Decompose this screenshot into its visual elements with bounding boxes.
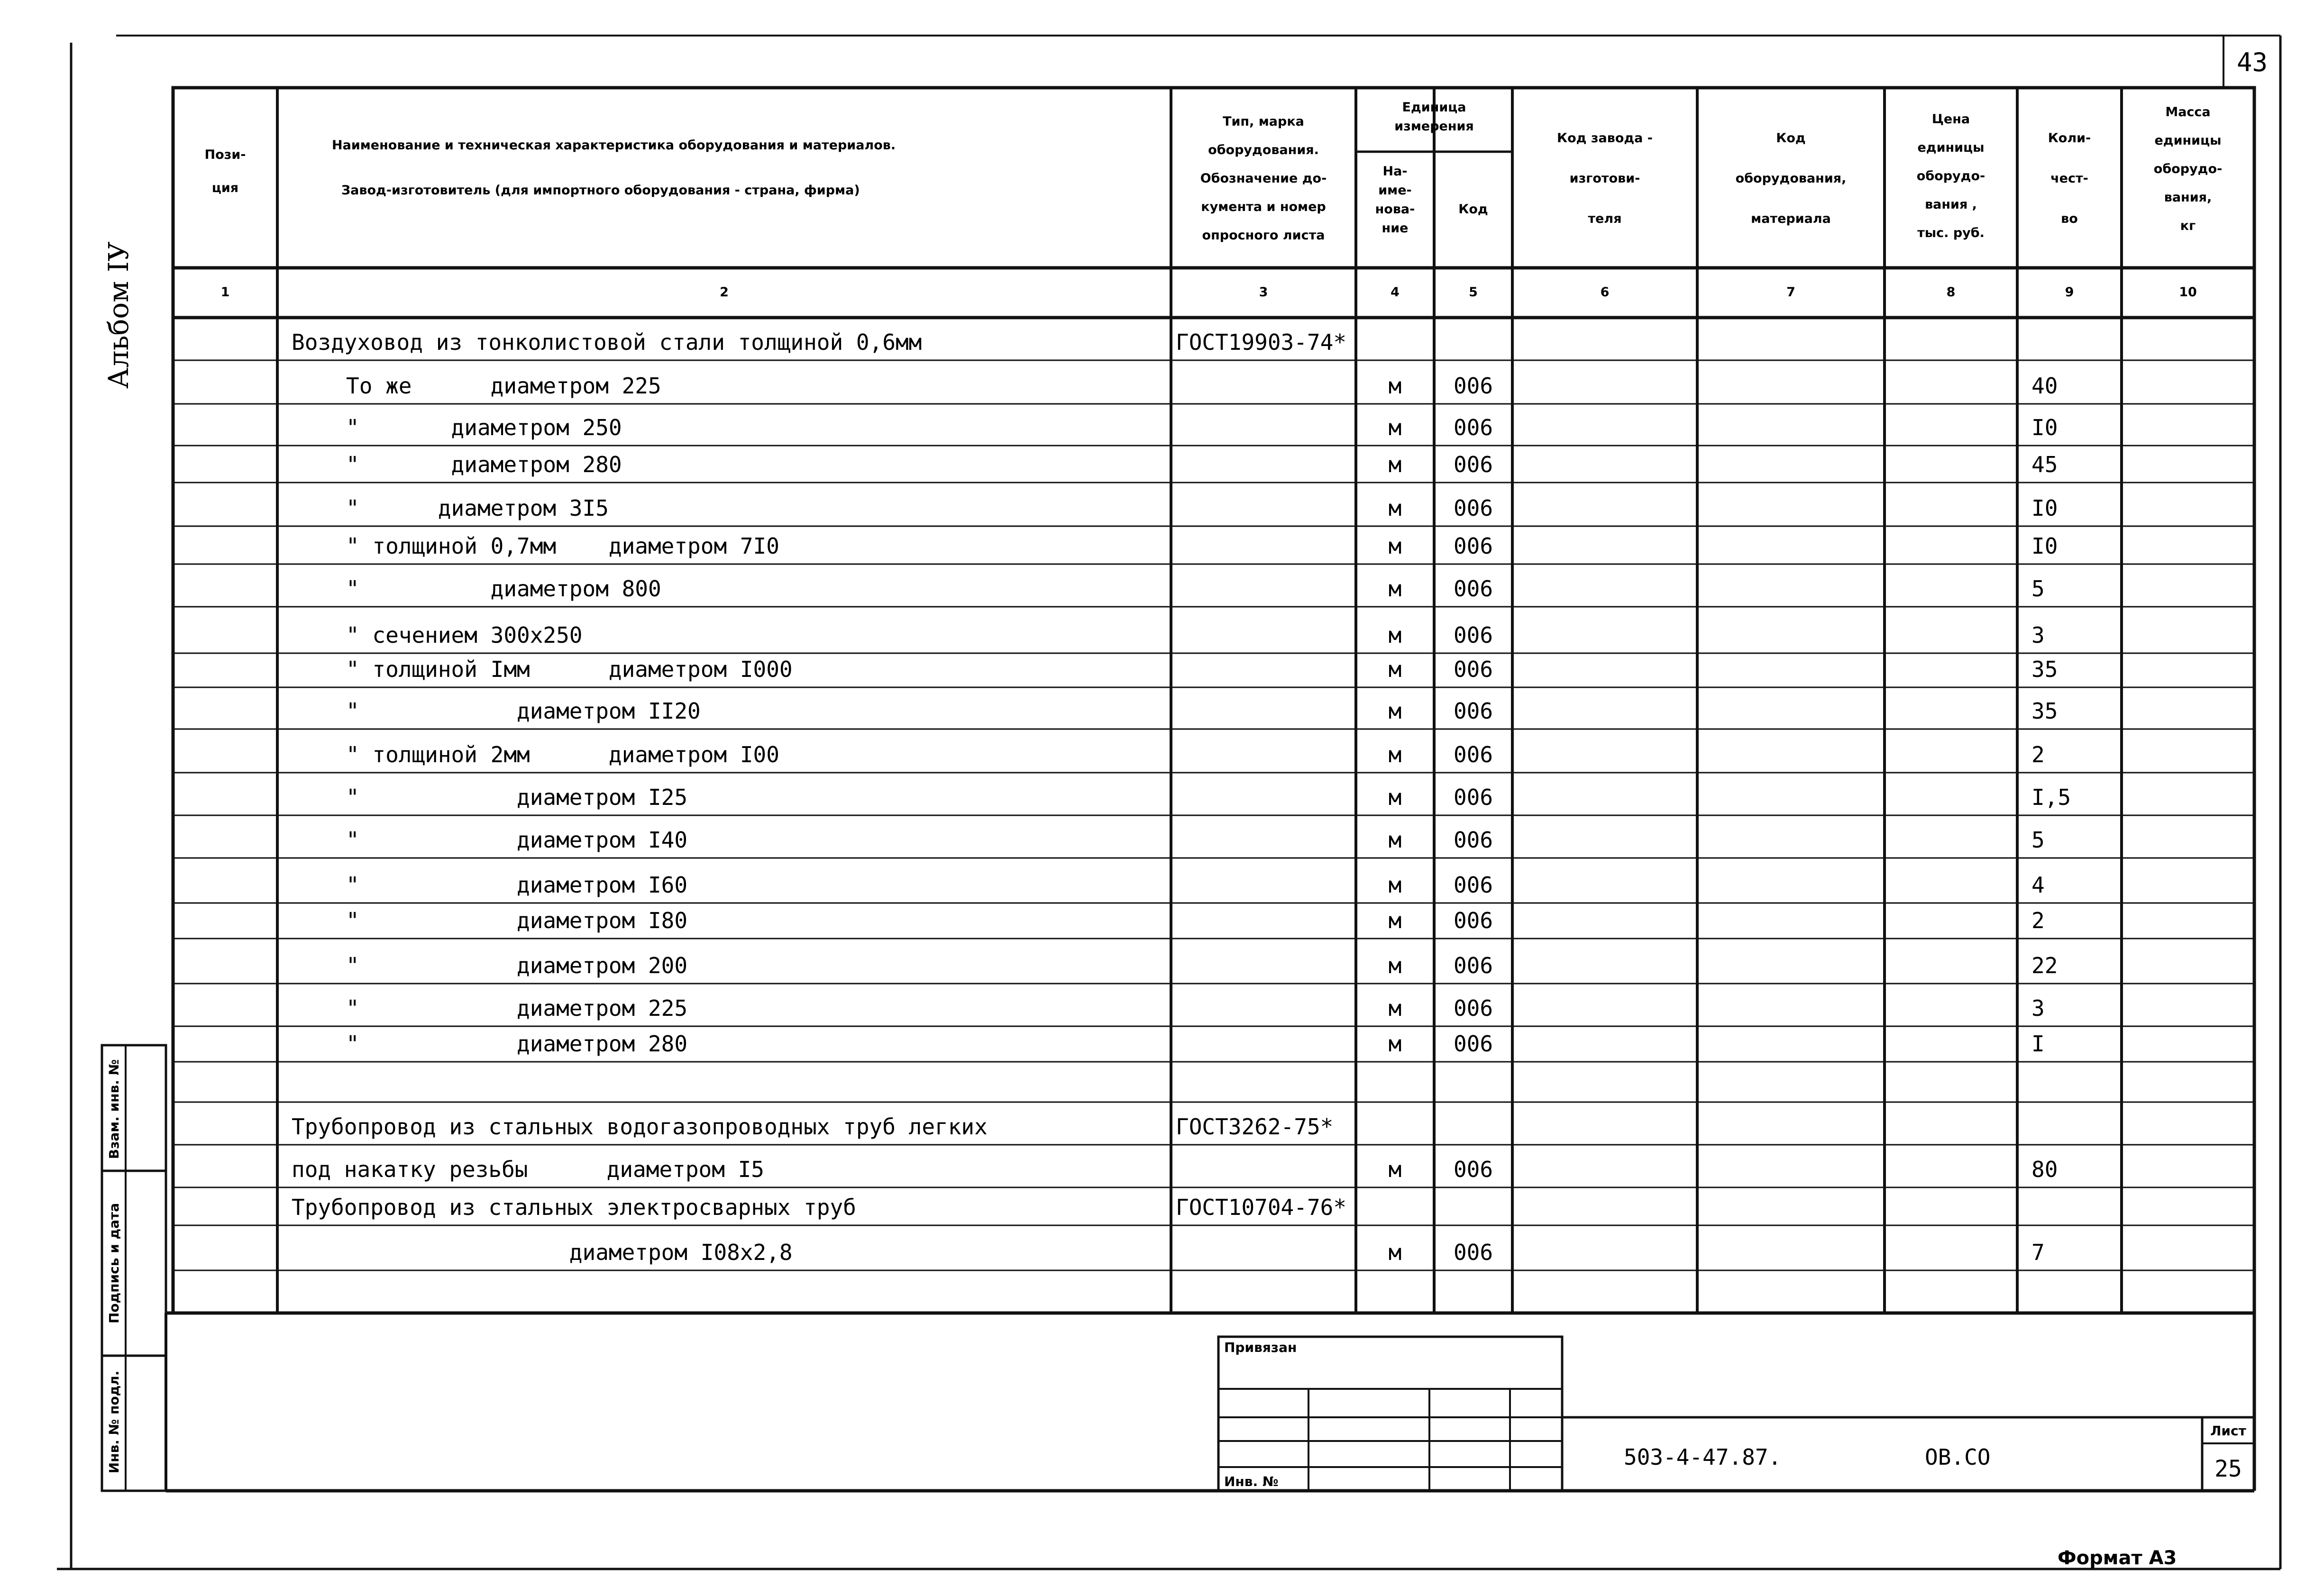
item-name: " толщиной 0,7мм диаметром 7I0 [346,533,779,559]
header-unit-group: измерения [1394,119,1474,134]
item-name: " диаметром I80 [346,908,688,933]
item-unit: м [1388,742,1402,767]
side-stamp [102,1045,166,1491]
table-row [292,1195,1346,1220]
item-unit-code: 006 [1453,1031,1493,1057]
item-quantity: 2 [2031,908,2045,933]
header-unit-name: име- [1378,183,1412,198]
item-quantity: 40 [2031,373,2058,399]
header-material-code: оборудования, [1735,171,1847,186]
header-unit-name: На- [1382,164,1408,179]
table-row [346,784,2071,810]
table-row [346,415,2058,440]
header-factory-code: Код завода - [1557,131,1653,146]
header-mass: оборудо- [2153,162,2223,176]
original-inventory-field: Инв. № подл. [106,1370,122,1474]
item-unit-code: 006 [1453,742,1493,767]
item-name: " диаметром 250 [346,415,622,440]
column-number: 8 [1946,285,1956,300]
header-price: Цена [1931,112,1970,127]
item-name: Трубопровод из стальных водогазопроводных труб легких [292,1114,988,1140]
header-position: Пози- [204,147,246,162]
item-unit-code: 006 [1453,622,1493,648]
header-unit-name: ние [1382,221,1409,236]
document-suffix: ОВ.СО [1925,1444,1991,1470]
item-unit: м [1388,1031,1402,1057]
item-unit: м [1388,1157,1402,1182]
item-unit-code: 006 [1453,657,1493,682]
item-quantity: 35 [2031,657,2058,682]
item-name: То же диаметром 225 [346,373,661,399]
title-block [1218,1337,2254,1491]
item-quantity: 5 [2031,576,2045,602]
tied-label: Привязан [1224,1340,1297,1355]
document-code: 503-4-47.87. [1624,1444,1782,1470]
header-factory-code: изготови- [1569,171,1640,186]
column-number: 3 [1259,285,1268,300]
header-quantity: Коли- [2048,131,2091,146]
item-name: " диаметром 200 [346,953,688,978]
inventory-label: Инв. № [1224,1474,1279,1489]
item-quantity: 5 [2031,827,2045,853]
item-unit: м [1388,622,1402,648]
item-name: " диаметром I60 [346,872,688,898]
table-row [346,742,2045,767]
item-name: диаметром I08x2,8 [346,1240,793,1265]
table-row [346,908,2045,933]
item-unit: м [1388,872,1402,898]
sheet-number: 25 [2214,1456,2242,1482]
column-number: 7 [1786,285,1795,300]
item-quantity: 2 [2031,742,2045,767]
item-quantity: I0 [2031,533,2058,559]
signature-date-field: Подпись и дата [106,1203,122,1324]
table-row [346,576,2045,602]
item-quantity: I0 [2031,495,2058,521]
item-unit: м [1388,1240,1402,1265]
item-name: " диаметром I40 [346,827,688,853]
header-material-code: материала [1751,211,1831,226]
item-quantity: 3 [2031,622,2045,648]
item-unit: м [1388,415,1402,440]
header-unit-code: Код [1458,202,1488,217]
column-number: 5 [1469,285,1478,300]
table-row [346,452,2058,477]
header-price: единицы [1917,140,1985,155]
item-name: " диаметром 280 [346,452,622,477]
item-quantity: 4 [2031,872,2045,898]
item-name: " диаметром II20 [346,698,701,724]
header-type: оборудования. [1208,143,1319,157]
album-label: Альбом IУ [102,241,135,389]
item-unit-code: 006 [1453,495,1493,521]
table-row [292,329,1346,355]
item-unit: м [1388,576,1402,602]
header-mass: Масса [2165,105,2211,119]
header-type: кумента и номер [1201,200,1326,214]
item-unit: м [1388,495,1402,521]
item-unit-code: 006 [1453,373,1493,399]
item-unit-code: 006 [1453,452,1493,477]
column-number: 1 [220,285,230,300]
table-row [346,827,2045,853]
item-name: под накатку резьбы диаметром I5 [292,1157,764,1182]
table-body [173,329,2254,1270]
item-name: " толщиной Iмм диаметром I000 [346,657,793,682]
header-type: опросного листа [1202,228,1325,243]
table-row [346,953,2058,978]
item-unit: м [1388,698,1402,724]
item-unit-code: 006 [1453,784,1493,810]
item-quantity: I,5 [2031,784,2071,810]
item-name: " диаметром 280 [346,1031,688,1057]
item-unit-code: 006 [1453,576,1493,602]
item-unit: м [1388,657,1402,682]
header-mass: единицы [2154,133,2222,148]
header-type: Тип, марка [1223,114,1304,129]
item-unit-code: 006 [1453,953,1493,978]
item-quantity: I0 [2031,415,2058,440]
table-row [292,1157,2058,1182]
item-quantity: 80 [2031,1157,2058,1182]
table-row [346,495,2058,521]
column-number: 6 [1600,285,1610,300]
table-row [346,872,2045,898]
item-name: " диаметром 3I5 [346,495,609,521]
item-unit: м [1388,995,1402,1021]
column-number: 10 [2179,285,2197,300]
item-unit: м [1388,452,1402,477]
item-quantity: 7 [2031,1240,2045,1265]
replaced-inventory-field: Взам. инв. № [106,1059,122,1159]
item-quantity: 22 [2031,953,2058,978]
column-number: 9 [2065,285,2074,300]
item-unit-code: 006 [1453,533,1493,559]
item-unit: м [1388,784,1402,810]
item-quantity: 35 [2031,698,2058,724]
header-price: тыс. руб. [1917,226,1985,240]
item-name: " диаметром I25 [346,784,688,810]
header-mass: кг [2180,219,2196,233]
header-unit-group: Единица [1402,100,1466,115]
item-unit-code: 006 [1453,908,1493,933]
table-row [346,1031,2045,1057]
column-number: 4 [1391,285,1400,300]
item-unit-code: 006 [1453,827,1493,853]
item-unit-code: 006 [1453,1240,1493,1265]
item-unit-code: 006 [1453,698,1493,724]
column-number: 2 [720,285,729,300]
item-unit: м [1388,908,1402,933]
header-factory-code: теля [1588,211,1622,226]
item-name: " толщиной 2мм диаметром I00 [346,742,779,767]
format-label: Формат А3 [2058,1547,2177,1569]
header-quantity: во [2061,211,2078,226]
item-quantity: 45 [2031,452,2058,477]
item-unit: м [1388,827,1402,853]
item-unit: м [1388,533,1402,559]
item-name: " диаметром 800 [346,576,661,602]
table-row [346,1240,2045,1265]
item-unit: м [1388,953,1402,978]
header-material-code: Код [1776,131,1806,146]
table-row [346,373,2058,399]
table-row [346,698,2058,724]
table-row [346,657,2058,682]
sheet-label: Лист [2210,1423,2246,1439]
header-type: Обозначение до- [1200,171,1327,186]
item-unit-code: 006 [1453,995,1493,1021]
item-unit-code: 006 [1453,1157,1493,1182]
page-number: 43 [2237,47,2268,77]
item-standard: ГОСТ3262-75* [1176,1114,1334,1140]
item-unit: м [1388,373,1402,399]
table-row [346,995,2045,1021]
item-unit-code: 006 [1453,415,1493,440]
item-name: " сечением 300x250 [346,622,583,648]
item-standard: ГОСТ19903-74* [1176,329,1347,355]
item-name: Воздуховод из тонколистовой стали толщиной 0,6мм [292,329,922,355]
header-quantity: чест- [2050,171,2088,186]
item-unit-code: 006 [1453,872,1493,898]
header-price: вания , [1925,197,1977,212]
header-unit-name: нова- [1375,202,1415,217]
header-price: оборудо- [1916,169,1985,183]
item-name: " диаметром 225 [346,995,688,1021]
item-standard: ГОСТ10704-76* [1176,1195,1347,1220]
table-row [292,1114,1333,1140]
header-name: Наименование и техническая характеристика оборудования и материалов. [332,138,896,153]
header-mass: вания, [2164,190,2212,205]
item-quantity: I [2031,1031,2045,1057]
header-name: Завод-изготовитель (для импортного оборудования - страна, фирма) [341,183,860,198]
item-name: Трубопровод из стальных электросварных труб [292,1195,856,1220]
header-position: ция [211,181,239,195]
table-row [346,533,2058,559]
item-quantity: 3 [2031,995,2045,1021]
table-row [346,622,2045,648]
